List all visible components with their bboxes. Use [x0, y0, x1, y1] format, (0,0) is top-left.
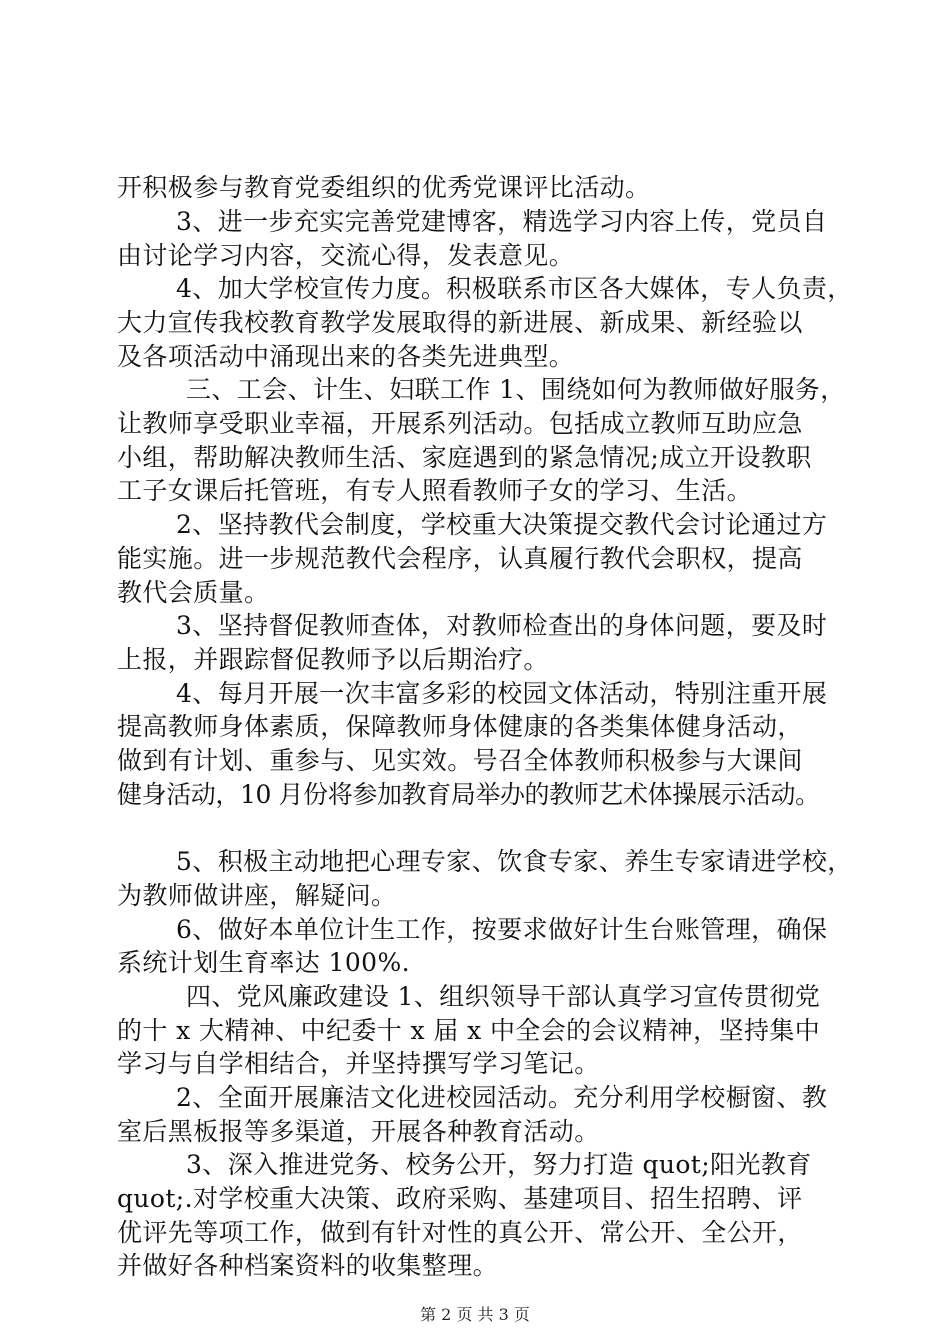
- text-line: quot;.对学校重大决策、政府采购、基建项目、招生招聘、评: [117, 1184, 803, 1213]
- text-line: 4、加大学校宣传力度。积极联系市区各大媒体，专人负责，: [176, 274, 853, 303]
- text-line: 能实施。进一步规范教代会程序，认真履行教代会职权，提高: [117, 544, 803, 573]
- text-line: 小组，帮助解决教师生活、家庭遇到的紧急情况;成立开设教职: [117, 443, 812, 472]
- page-number-footer: 第 2 页 共 3 页: [420, 1305, 530, 1324]
- text-line: 上报，并跟踪督促教师予以后期治疗。: [117, 645, 549, 674]
- text-line: 5、积极主动地把心理专家、饮食专家、养生专家请进学校，: [176, 847, 853, 876]
- text-line: 为教师做讲座，解疑问。: [117, 881, 397, 910]
- text-line: 2、全面开展廉洁文化进校园活动。充分利用学校橱窗、教: [176, 1083, 828, 1112]
- text-line: 做到有计划、重参与、见实效。号召全体教师积极参与大课间: [117, 746, 803, 775]
- text-line: 3、坚持督促教师查体，对教师检查出的身体问题，要及时: [176, 611, 828, 640]
- text-line: 学习与自学相结合，并坚持撰写学习笔记。: [117, 1049, 600, 1078]
- text-line: 6、做好本单位计生工作，按要求做好计生台账管理，确保: [176, 915, 828, 944]
- text-line: 由讨论学习内容，交流心得，发表意见。: [117, 241, 575, 270]
- text-line: 提高教师身体素质，保障教师身体健康的各类集体健身活动，: [117, 712, 803, 741]
- text-line: 让教师享受职业幸福，开展系列活动。包括成立教师互助应急: [117, 409, 803, 438]
- text-line: 四、党风廉政建设 1、组织领导干部认真学习宣传贯彻党: [186, 982, 821, 1011]
- text-line: 3、深入推进党务、校务公开，努力打造 quot;阳光教育: [186, 1150, 812, 1179]
- text-line: 教代会质量。: [117, 578, 270, 607]
- text-line: 室后黑板报等多渠道，开展各种教育活动。: [117, 1117, 600, 1146]
- text-line: 开积极参与教育党委组织的优秀党课评比活动。: [117, 173, 651, 202]
- text-line: 健身活动，10 月份将参加教育局举办的教师艺术体操展示活动。: [117, 780, 820, 809]
- text-line: 4、每月开展一次丰富多彩的校园文体活动，特别注重开展: [176, 679, 828, 708]
- text-line: 系统计划生育率达 100%.: [117, 948, 410, 977]
- text-line: 工子女课后托管班，有专人照看教师子女的学习、生活。: [117, 476, 753, 505]
- text-line: 3、进一步充实完善党建博客，精选学习内容上传，党员自: [176, 207, 828, 236]
- text-line: 优评先等项工作，做到有针对性的真公开、常公开、全公开，: [117, 1218, 803, 1247]
- text-line: 2、坚持教代会制度，学校重大决策提交教代会讨论通过方: [176, 510, 828, 539]
- text-line: 并做好各种档案资料的收集整理。: [117, 1251, 499, 1280]
- text-line: 及各项活动中涌现出来的各类先进典型。: [117, 342, 575, 371]
- text-line: 三、工会、计生、妇联工作 1、围绕如何为教师做好服务，: [186, 375, 846, 404]
- text-line: 的十 x 大精神、中纪委十 x 届 x 中全会的会议精神，坚持集中: [117, 1016, 821, 1045]
- text-line: 大力宣传我校教育教学发展取得的新进展、新成果、新经验以: [117, 308, 803, 337]
